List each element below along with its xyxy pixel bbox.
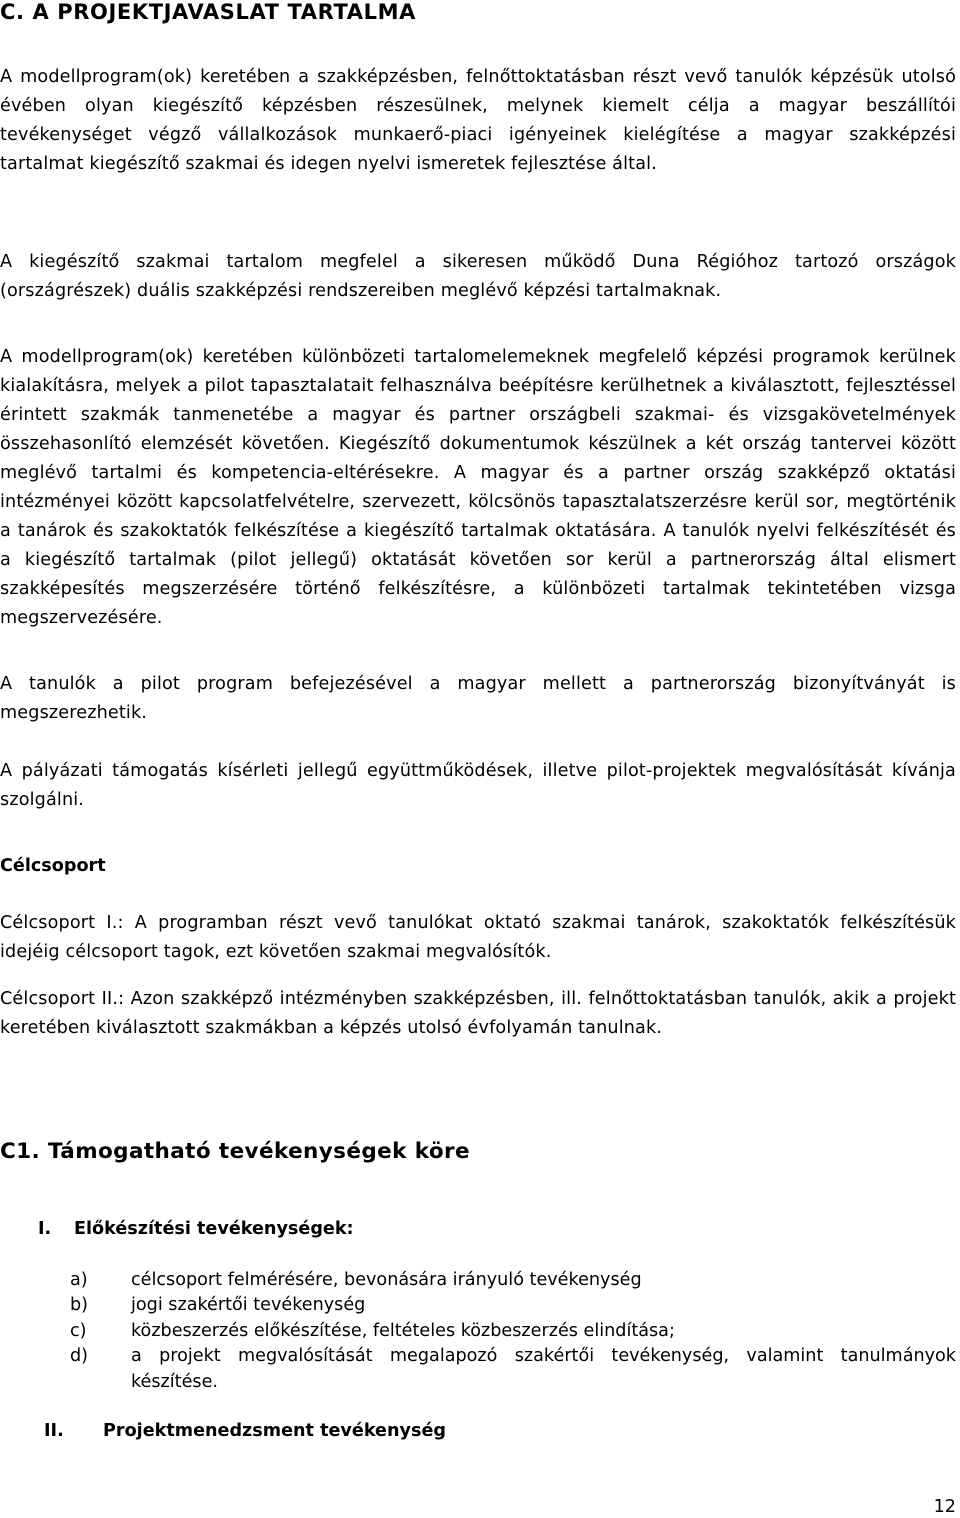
roman-section-2-title: Projektmenedzsment tevékenység [103,1421,446,1441]
section-title: C. A PROJEKTJAVASLAT TARTALMA [0,0,416,24]
roman-numeral-2: II. [44,1421,64,1441]
list-item-letter: d) [70,1346,89,1366]
certificate-paragraph: A tanulók a pilot program befejezésével a magyar mellett a partnerország bizonyítványát is megszerezhetik. [0,674,956,723]
target-group-1: Célcsoport I.: A programban részt vevő tanulókat oktató szakmai tanárok, szakoktatók felkészítésük idejéig célcsoport tagok, ezt követően szakmai megvalósítók. [0,913,956,962]
model-program-paragraph: A modellprogram(ok) keretében különbözeti tartalomelemeknek megfelelő képzési programok kerülnek kialakításra, melyek a pilot tapasztalatait felhasználva beépítésre kerülhetnek a kiválasztott, fejlesztéssel érintett szakmák tanmenetébe a magyar és partner országbeli szakmai- és vizsgakövetelmények összehasonlító elemzését követően. Kiegészítő dokumentumok készülnek a két ország tantervei között meglévő tartalmi és kompetencia-eltérésekre. A magyar és a partner ország szakképző oktatási intézményei között kapcsolatfelvételre, szervezett, kölcsönös tapasztalatszerzésre kerül sor, megtörténik a tanárok és szakoktatók felkészítése a kiegészítő tartalmak oktatására. A tanulók nyelvi felkészítését és a kiegészítő tartalmak (pilot jellegű) oktatását követően sor kerül a partnerország által elismert szakképesítés megszerzésére történő felkészítésre, a különbözeti tartalmak tekintetében vizsga megszervezésére. [0,347,956,628]
roman-section-1-title: Előkészítési tevékenységek: [74,1219,354,1239]
list-item-text: közbeszerzés előkészítése, feltételes közbeszerzés elindítása; [131,1321,675,1341]
c1-heading: C1. Támogatható tevékenységek köre [0,1139,470,1164]
intro-paragraph: A modellprogram(ok) keretében a szakképzésben, felnőttoktatásban részt vevő tanulók képzésük utolsó évében olyan kiegészítő képzésben részesülnek, melynek kiemelt célja a magyar beszállítói tevékenységet végző vállalkozások munkaerő-piaci igényeinek kielégítése a magyar szakképzési tartalmat kiegészítő szakmai és idegen nyelvi ismeretek fejlesztése által. [0,67,956,174]
target-group-heading: Célcsoport [0,856,106,876]
list-item-text: jogi szakértői tevékenység [131,1295,366,1315]
list-item-text: a projekt megvalósítását megalapozó szakértői tevékenység, valamint tanulmányok készítése. [131,1346,956,1392]
supplementary-content-paragraph: A kiegészítő szakmai tartalom megfelel a sikeresen működő Duna Régióhoz tartozó országok (országrészek) duális szakképzési rendszereiben meglévő képzési tartalmaknak. [0,252,956,301]
funding-purpose-paragraph: A pályázati támogatás kísérleti jellegű együttműködések, illetve pilot-projektek megvalósítását kívánja szolgálni. [0,761,956,810]
page-number: 12 [933,1497,956,1517]
target-group-2: Célcsoport II.: Azon szakképző intézményben szakképzésben, ill. felnőttoktatásban tanulók, akik a projekt keretében kiválasztott szakmákban a képzés utolsó évfolyamán tanulnak. [0,989,956,1038]
list-item-letter: a) [70,1270,88,1290]
list-item-letter: c) [70,1321,87,1341]
roman-numeral-1: I. [38,1219,52,1239]
list-item-text: célcsoport felmérésére, bevonására irányuló tevékenység [131,1270,642,1290]
list-item-letter: b) [70,1295,89,1315]
